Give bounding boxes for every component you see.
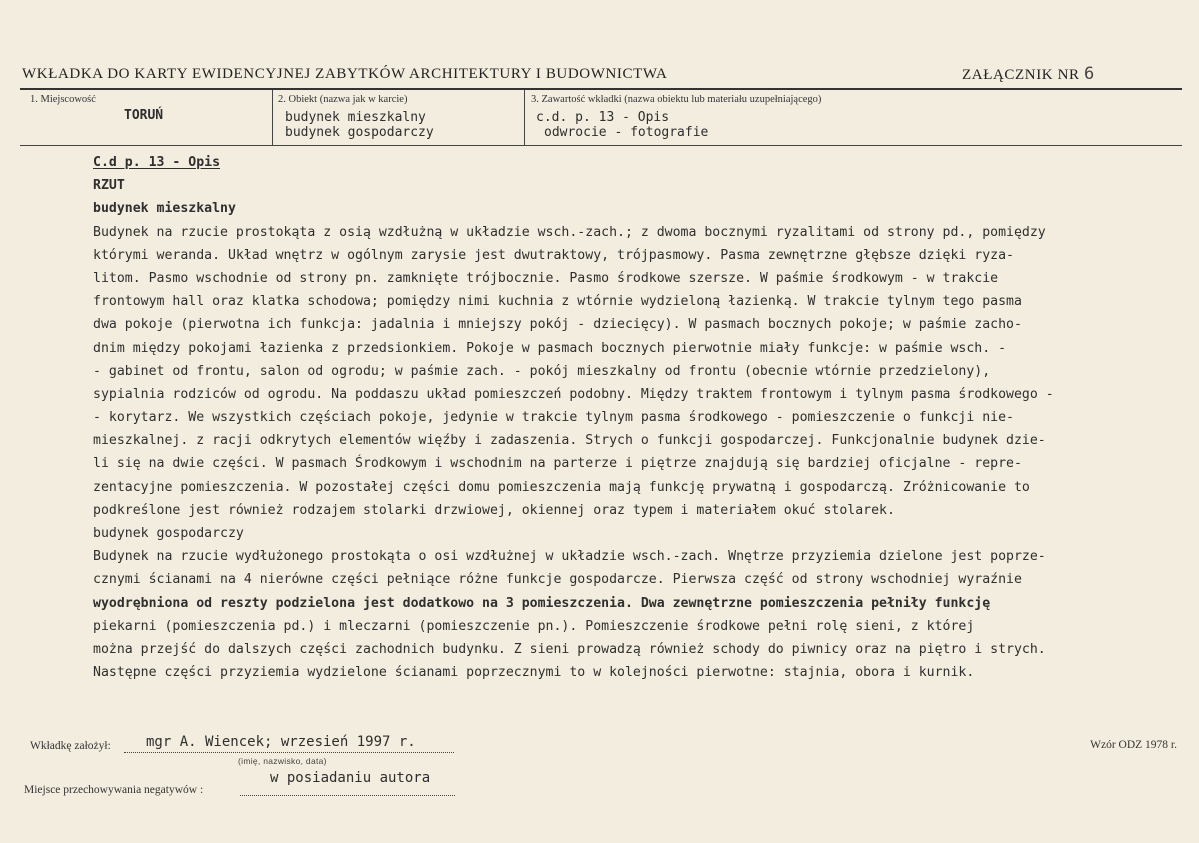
author-caption: (imię, nazwisko, data) [238, 756, 327, 766]
header-rule [20, 88, 1182, 90]
negatives-value: w posiadaniu autora [270, 770, 431, 786]
text-line: zentacyjne pomieszczenia. W pozostałej części domu pomieszczenia mają funkcję prywatną i gospodarczą. Zróżnicowanie to [93, 479, 1030, 495]
text-line: podkreślone jest również rodzajem stolarki drzwiowej, okiennej oraz typem i materiałem okuć stolarek. [93, 502, 895, 518]
text-line: Budynek na rzucie wydłużonego prostokąta o osi wzdłużnej w układzie wsch.-zach. Wnętrze przyziemia dzielone jest poprze- [93, 549, 1046, 565]
text-line: dnim między pokojami łazienka z przedsionkiem. Pokoje w pasmach bocznych pierwotnie miały funkcje: w paśmie wsch. - [93, 340, 1007, 356]
text-line: Budynek na rzucie prostokąta z osią wzdłużną w układzie wsch.-zach.; z dwoma bocznymi ryzalitami od strony pd., pomiędzy [93, 224, 1046, 240]
text-line [93, 708, 1153, 731]
text-line: - korytarz. We wszystkich częściach pokoje, jedynie w trakcie tylnym pasma środkowego - pomieszczenie o funkcji nie- [93, 410, 1014, 426]
content-label: 3. Zawartość wkładki (nazwa obiektu lub materiału uzupełniającego) [531, 94, 822, 105]
section-heading: RZUT [93, 178, 125, 194]
author-label: Wkładkę założył: [30, 740, 111, 752]
content-line: odwrocie - fotografie [544, 125, 709, 140]
text-line: którymi weranda. Układ wnętrz w ogólnym zarysie jest dwutraktowy, trójpasmowy. Pasma zewnętrzne głębsze dzięki ryza- [93, 247, 1014, 263]
text-line: mieszkalnej. z racji odkrytych elementów więźby i zadaszenia. Strych o funkcji gospodarczej. Funkcjonalnie budynek dzie- [93, 433, 1046, 449]
text-line: sypialnia rodziców od ogrodu. Na poddaszu układ pomieszczeń podobny. Między traktem frontowym i tylnym pasma środkowego - [93, 386, 1054, 402]
description-body [93, 151, 1153, 754]
text-line: budynek gospodarczy [93, 526, 244, 541]
annex-header [962, 64, 1095, 84]
author-dotted-line [124, 752, 454, 753]
field-divider [272, 90, 273, 145]
form-title: WKŁADKA DO KARTY EWIDENCYJNEJ ZABYTKÓW ARCHITEKTURY I BUDOWNICTWA [22, 66, 668, 82]
text-line: - gabinet od frontu, salon od ogrodu; w paśmie zach. - pokój mieszkalny od frontu (obecnie wtórnie przedzielony), [93, 363, 991, 379]
subsection-heading: budynek mieszkalny [93, 201, 236, 217]
annex-number: 6 [1083, 64, 1095, 84]
text-line: piekarni (pomieszczenia pd.) i mleczarni (pomieszczenie pn.). Pomieszczenie środkowe pełni rolę sieni, z której [93, 618, 975, 634]
text-line: litom. Pasmo wschodnie od strony pn. zamknięte trójbocznie. Pasmo środkowe szersze. W paśmie środkowym - w trakcie [93, 270, 999, 286]
section-heading: C.d p. 13 - Opis [93, 155, 221, 170]
text-line: dwa pokoje (pierwotna ich funkcja: jadalnia i mniejszy pokój - dziecięcy). W pasmach bocznych pokoje; w paśmie zacho- [93, 317, 1022, 333]
field-divider [524, 90, 525, 145]
text-line: Następne części przyziemia wydzielone ścianami poprzecznymi to w kolejności pierwotne: stajnia, obora i kurnik. [93, 665, 975, 681]
fields-bottom-rule [20, 145, 1182, 146]
object-label: 2. Obiekt (nazwa jak w karcie) [278, 94, 408, 105]
text-line: cznymi ścianami na 4 nierówne części pełniące różne funkcje gospodarcze. Pierwsza część od strony wschodniej wyraźnie [93, 572, 1022, 588]
text-line: można przejść do dalszych części zachodnich budynku. Z sieni prowadzą również schody do piwnicy oraz na piętro i strych. [93, 641, 1046, 657]
content-line: c.d. p. 13 - Opis [536, 110, 670, 125]
text-line: li się na dwie części. W pasmach Środkowym i wschodnim na parterze i piętrze znajdują się bardziej oficjalne - repre- [93, 456, 1022, 472]
text-line: frontowym hall oraz klatka schodowa; pomiędzy nimi kuchnia z wtórnie wydzieloną łazienką. W trakcie tylnym tego pasma [93, 294, 1022, 310]
annex-label: ZAŁĄCZNIK NR [962, 67, 1080, 83]
author-value: mgr A. Wiencek; wrzesień 1997 r. [146, 734, 416, 750]
object-line: budynek mieszkalny [285, 110, 426, 125]
text-line [93, 684, 1153, 707]
location-label: 1. Miejscowość [30, 94, 96, 105]
negatives-dotted-line [240, 795, 455, 796]
form-pattern-note: Wzór ODZ 1978 r. [1090, 739, 1177, 751]
location-value: TORUŃ [124, 108, 164, 123]
negatives-label: Miejsce przechowywania negatywów : [24, 784, 204, 796]
subsection-heading: wyodrębniona od reszty podzielona jest dodatkowo na 3 pomieszczenia. Dwa zewnętrzne pomieszczenia pełniły funkcję [93, 595, 991, 611]
object-line: budynek gospodarczy [285, 125, 434, 140]
